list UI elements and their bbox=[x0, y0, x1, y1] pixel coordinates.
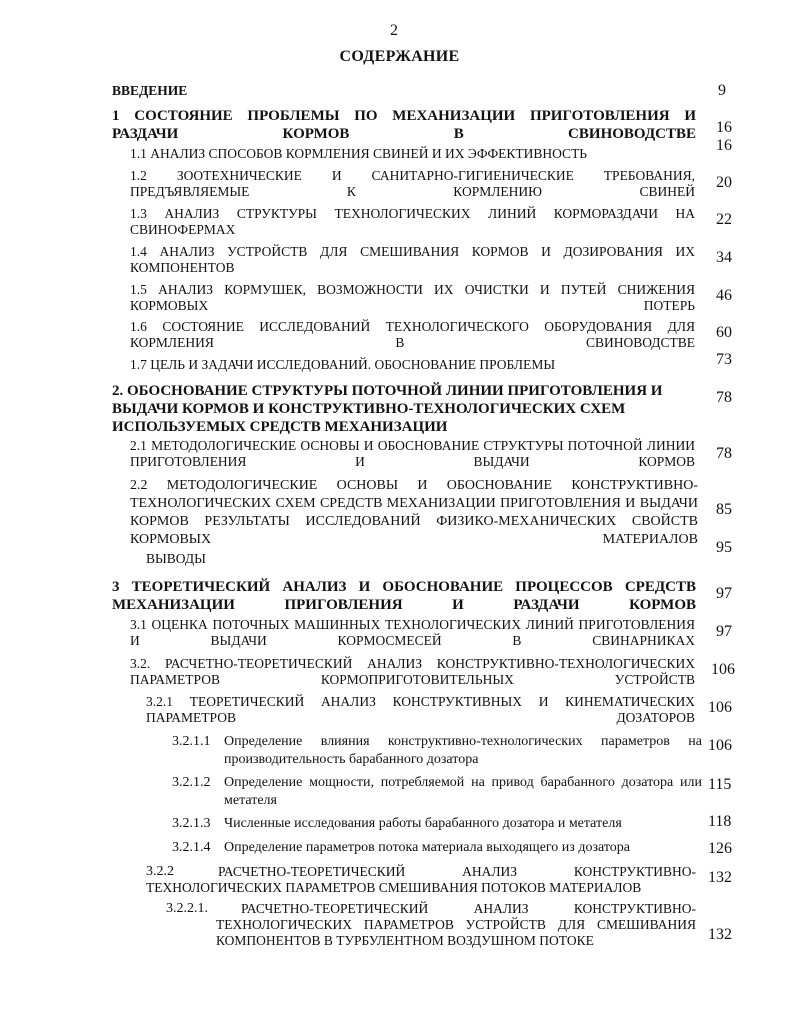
toc-entry-number: 3.2.2 bbox=[146, 864, 174, 879]
toc-page-number: 95 bbox=[716, 539, 732, 556]
toc-page-number: 20 bbox=[716, 174, 732, 191]
toc-entry-text: Определение мощности, потребляемой на привод барабанного дозатора или метателя bbox=[224, 775, 702, 808]
toc-entry-text: 3.1 ОЦЕНКА ПОТОЧНЫХ МАШИННЫХ ТЕХНОЛОГИЧЕСКИХ ЛИНИЙ ПРИГОТОВЛЕНИЯ И ВЫДАЧИ КОРМОСМЕСЕЙ В СВИНАРНИКАХ bbox=[130, 617, 695, 648]
toc-page-number: 106 bbox=[708, 699, 732, 716]
toc-entry-text: Определение влияния конструктивно-технологических параметров на производительность барабанного дозатора bbox=[224, 734, 702, 767]
toc-entry-text: 3.2.1 ТЕОРЕТИЧЕСКИЙ АНАЛИЗ КОНСТРУКТИВНЫХ И КИНЕМАТИЧЕСКИХ ПАРАМЕТРОВ ДОЗАТОРОВ bbox=[146, 694, 695, 725]
toc-page-number: 106 bbox=[711, 661, 735, 678]
toc-entry[interactable] bbox=[172, 839, 702, 857]
toc-page-number: 126 bbox=[708, 840, 732, 857]
toc-entry[interactable] bbox=[172, 733, 702, 769]
toc-page-number: 132 bbox=[708, 926, 732, 943]
toc-page-number: 60 bbox=[716, 324, 732, 341]
toc-entry[interactable] bbox=[130, 357, 700, 373]
toc-entry-text: РАСЧЕТНО-ТЕОРЕТИЧЕСКИЙ АНАЛИЗ КОНСТРУКТИВНО-ТЕХНОЛОГИЧЕСКИХ ПАРАМЕТРОВ УСТРОЙСТВ ДЛЯ СМЕШИВАНИЯ КОМПОНЕНТОВ В ТУРБУЛЕНТНОМ ВОЗДУШНОМ ПОТОКЕ bbox=[216, 901, 696, 948]
toc-entry-text: 1.1 АНАЛИЗ СПОСОБОВ КОРМЛЕНИЯ СВИНЕЙ И ИХ ЭФФЕКТИВНОСТЬ bbox=[130, 146, 588, 161]
toc-page-number: 85 bbox=[716, 501, 732, 518]
toc-entry-text: 1.3 АНАЛИЗ СТРУКТУРЫ ТЕХНОЛОГИЧЕСКИХ ЛИНИЙ КОРМОРАЗДАЧИ НА СВИНОФЕРМАХ bbox=[130, 206, 695, 237]
toc-entry-text: 3 ТЕОРЕТИЧЕСКИЙ АНАЛИЗ И ОБОСНОВАНИЕ ПРОЦЕССОВ СРЕДСТВ МЕХАНИЗАЦИИ ПРИГОВЛЕНИЯ И РАЗДАЧИ КОРМОВ bbox=[112, 579, 696, 613]
toc-entry-text: 1.4 АНАЛИЗ УСТРОЙСТВ ДЛЯ СМЕШИВАНИЯ КОРМОВ И ДОЗИРОВАНИЯ ИХ КОМПОНЕНТОВ bbox=[130, 244, 695, 275]
toc-page-number: 118 bbox=[708, 813, 732, 830]
toc-entry-text: Определение параметров потока материала выходящего из дозатора bbox=[224, 840, 630, 855]
toc-page-number: 9 bbox=[718, 82, 726, 99]
toc-entry-text: ВЫВОДЫ bbox=[146, 551, 206, 566]
toc-page-number: 73 bbox=[716, 351, 732, 368]
toc-page-number: 132 bbox=[708, 869, 732, 886]
toc-page-number: 46 bbox=[716, 287, 732, 304]
toc-entry[interactable] bbox=[146, 551, 546, 567]
toc-page-number: 97 bbox=[716, 623, 732, 640]
toc-page-number: 16 bbox=[716, 137, 732, 154]
toc-entry-text: 2. ОБОСНОВАНИЕ СТРУКТУРЫ ПОТОЧНОЙ ЛИНИИ ПРИГОТОВЛЕНИЯ И ВЫДАЧИ КОРМОВ И КОНСТРУКТИВНО-ТЕХНОЛОГИЧЕСКИХ СХЕМ ИСПОЛЬЗУЕМЫХ СРЕДСТВ МЕХАНИЗАЦИИ bbox=[112, 383, 663, 435]
toc-entry-text: 1.7 ЦЕЛЬ И ЗАДАЧИ ИССЛЕДОВАНИЙ. ОБОСНОВАНИЕ ПРОБЛЕМЫ bbox=[130, 357, 556, 372]
toc-entry[interactable] bbox=[146, 864, 696, 896]
toc-entry-number: 3.2.1.2 bbox=[172, 775, 211, 790]
toc-page-number: 115 bbox=[708, 776, 732, 793]
toc-entry-text: Численные исследования работы барабанного дозатора и метателя bbox=[224, 816, 622, 831]
toc-page-number: 106 bbox=[708, 737, 732, 754]
toc-page-number: 78 bbox=[716, 389, 732, 406]
toc-entry[interactable] bbox=[130, 146, 700, 162]
toc-page-number: 97 bbox=[716, 585, 732, 602]
toc-entry-text: 1 СОСТОЯНИЕ ПРОБЛЕМЫ ПО МЕХАНИЗАЦИИ ПРИГОТОВЛЕНИЯ И РАЗДАЧИ КОРМОВ В СВИНОВОДСТВЕ bbox=[112, 108, 696, 142]
toc-entry-text: 1.2 ЗООТЕХНИЧЕСКИЕ И САНИТАРНО-ГИГИЕНИЧЕСКИЕ ТРЕБОВАНИЯ, ПРЕДЪЯВЛЯЕМЫЕ К КОРМЛЕНИЮ СВИНЕЙ bbox=[130, 168, 695, 199]
toc-entry[interactable] bbox=[172, 815, 702, 833]
toc-page-number: 22 bbox=[716, 211, 732, 228]
toc-entry-text: 2.2 МЕТОДОЛОГИЧЕСКИЕ ОСНОВЫ И ОБОСНОВАНИЕ КОНСТРУКТИВНО-ТЕХНОЛОГИЧЕСКИХ СХЕМ СРЕДСТВ МЕХАНИЗАЦИИ ПРИГОТОВЛЕНИЯ И ВЫДАЧИ КОРМОВ РЕЗУЛЬТАТЫ ИССЛЕДОВАНИЙ ФИЗИКО-МЕХАНИЧЕСКИХ СВОЙСТВ КОРМОВЫХ МАТЕРИАЛОВ bbox=[130, 478, 698, 547]
toc-entry-number: 3.2.1.3 bbox=[172, 816, 211, 831]
toc-entry[interactable] bbox=[166, 901, 696, 949]
toc-entry-text: 3.2. РАСЧЕТНО-ТЕОРЕТИЧЕСКИЙ АНАЛИЗ КОНСТРУКТИВНО-ТЕХНОЛОГИЧЕСКИХ ПАРАМЕТРОВ КОРМОПРИГОТОВИТЕЛЬНЫХ УСТРОЙСТВ bbox=[130, 656, 695, 687]
toc-entry-text: 1.6 СОСТОЯНИЕ ИССЛЕДОВАНИЙ ТЕХНОЛОГИЧЕСКОГО ОБОРУДОВАНИЯ ДЛЯ КОРМЛЕНИЯ В СВИНОВОДСТВЕ bbox=[130, 319, 695, 350]
toc-entry-text: 1.5 АНАЛИЗ КОРМУШЕК, ВОЗМОЖНОСТИ ИХ ОЧИСТКИ И ПУТЕЙ СНИЖЕНИЯ КОРМОВЫХ ПОТЕРЬ bbox=[130, 282, 695, 313]
toc-entry-text: 2.1 МЕТОДОЛОГИЧЕСКИЕ ОСНОВЫ И ОБОСНОВАНИЕ СТРУКТУРЫ ПОТОЧНОЙ ЛИНИИ ПРИГОТОВЛЕНИЯ И ВЫДАЧИ КОРМОВ bbox=[130, 438, 695, 469]
toc-entry[interactable] bbox=[112, 83, 692, 99]
toc-entry-number: 3.2.1.1 bbox=[172, 734, 211, 749]
toc-page-number: 16 bbox=[716, 119, 732, 136]
toc-page-number: 34 bbox=[716, 249, 732, 266]
toc-entry-text: ВВЕДЕНИЕ bbox=[112, 83, 188, 98]
toc-entry[interactable] bbox=[112, 382, 692, 436]
toc-page-number: 78 bbox=[716, 445, 732, 462]
page-title: СОДЕРЖАНИЕ bbox=[339, 48, 460, 65]
page-number: 2 bbox=[390, 22, 398, 39]
toc-entry[interactable] bbox=[172, 774, 702, 810]
toc-entry-number: 3.2.2.1. bbox=[166, 901, 208, 916]
toc-entry-number: 3.2.1.4 bbox=[172, 840, 211, 855]
toc-entry-text: РАСЧЕТНО-ТЕОРЕТИЧЕСКИЙ АНАЛИЗ КОНСТРУКТИВНО-ТЕХНОЛОГИЧЕСКИХ ПАРАМЕТРОВ СМЕШИВАНИЯ ПОТОКОВ МАТЕРИАЛОВ bbox=[146, 864, 696, 895]
